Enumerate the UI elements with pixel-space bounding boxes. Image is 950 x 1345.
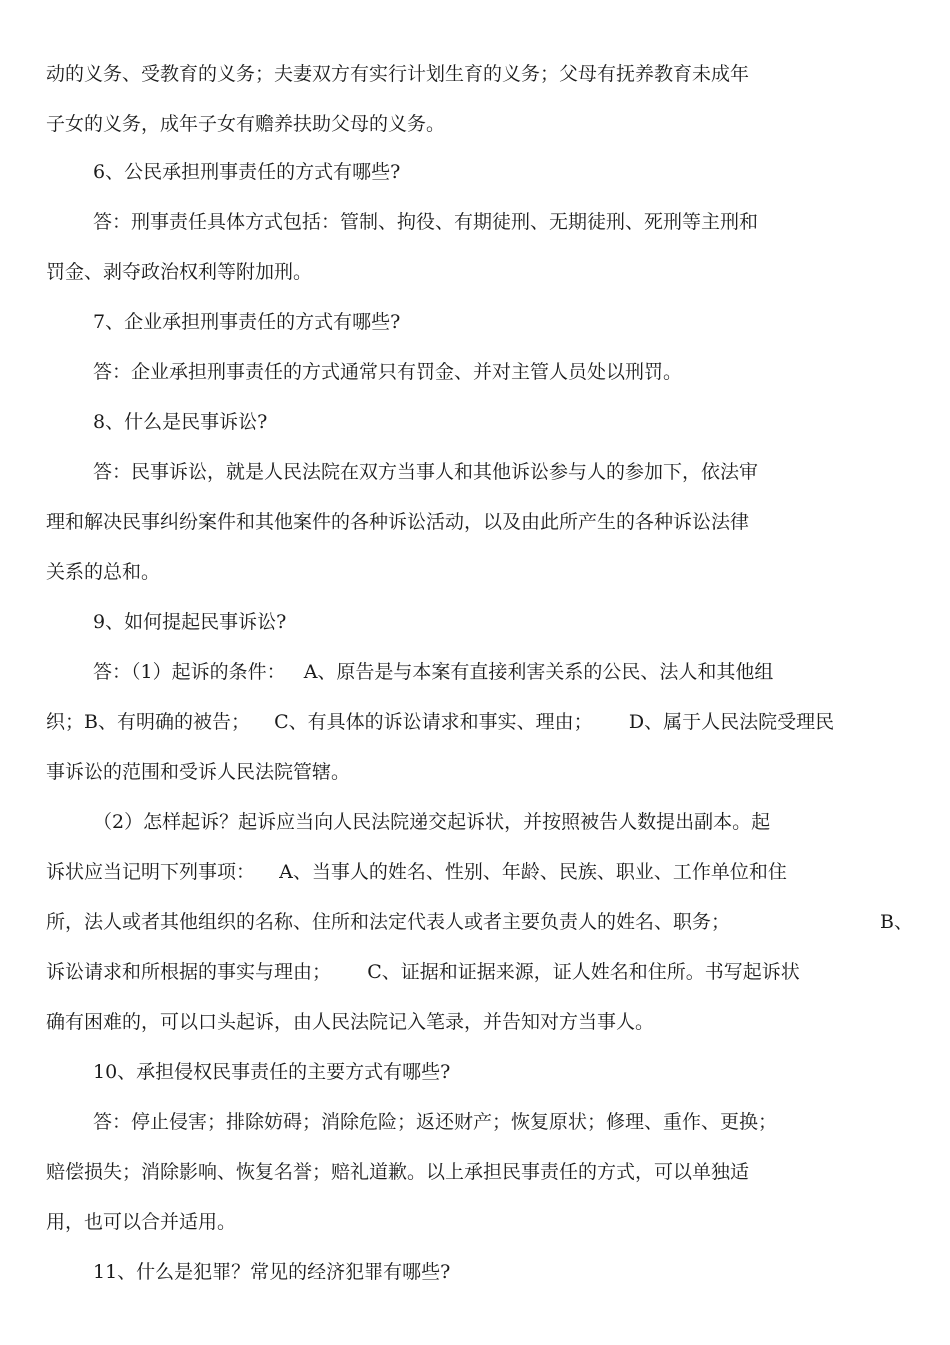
- paragraph-line: 动的义务、受教育的义务；夫妻双方有实行计划生育的义务；父母有抚养教育未成年: [46, 63, 750, 85]
- paragraph-line: 子女的义务，成年子女有赡养扶助父母的义务。: [46, 113, 446, 135]
- paragraph-line: 关系的总和。: [46, 561, 161, 583]
- answer-line: 答：停止侵害；排除妨碍；消除危险；返还财产；恢复原状；修理、重作、更换；: [93, 1111, 778, 1133]
- paragraph-line: 用，也可以合并适用。: [46, 1211, 237, 1233]
- paragraph-line: 织；B、有明确的被告； C、有具体的诉讼请求和事实、理由； D、属于人民法院受理民: [46, 711, 835, 733]
- paragraph-line: 诉讼请求和所根据的事实与理由； C、证据和证据来源，证人姓名和住所。书写起诉状: [46, 961, 800, 983]
- paragraph-line: 诉状应当记明下列事项： A、当事人的姓名、性别、年龄、民族、职业、工作单位和住: [46, 861, 787, 883]
- paragraph-line: 事诉讼的范围和受诉人民法院管辖。: [46, 761, 351, 783]
- paragraph-line: 所，法人或者其他组织的名称、住所和法定代表人或者主要负责人的姓名、职务；: [46, 911, 731, 933]
- paragraph-line: 罚金、剥夺政治权利等附加刑。: [46, 261, 313, 283]
- question-heading: 6、公民承担刑事责任的方式有哪些?: [93, 161, 401, 183]
- answer-line: 答：民事诉讼，就是人民法院在双方当事人和其他诉讼参与人的参加下，依法审: [93, 461, 759, 483]
- answer-line: 答：（1）起诉的条件： A、原告是与本案有直接利害关系的公民、法人和其他组: [93, 661, 774, 683]
- question-heading: 10、承担侵权民事责任的主要方式有哪些?: [93, 1061, 451, 1083]
- paragraph-line: 理和解决民事纠纷案件和其他案件的各种诉讼活动，以及由此所产生的各种诉讼法律: [46, 511, 750, 533]
- answer-line: 答：刑事责任具体方式包括：管制、拘役、有期徒刑、无期徒刑、死刑等主刑和: [93, 211, 759, 233]
- answer-line: 答：企业承担刑事责任的方式通常只有罚金、并对主管人员处以刑罚。: [93, 361, 683, 383]
- paragraph-line: 赔偿损失；消除影响、恢复名誉；赔礼道歉。以上承担民事责任的方式，可以单独适: [46, 1161, 750, 1183]
- question-heading: 7、企业承担刑事责任的方式有哪些?: [93, 311, 401, 333]
- paragraph-line: 确有困难的，可以口头起诉，由人民法院记入笔录，并告知对方当事人。: [46, 1011, 655, 1033]
- list-marker: B、: [880, 911, 913, 933]
- question-heading: 9、如何提起民事诉讼?: [93, 611, 287, 633]
- paragraph-line: （2）怎样起诉？起诉应当向人民法院递交起诉状，并按照被告人数提出副本。起: [93, 811, 771, 833]
- question-heading: 11、什么是犯罪？常见的经济犯罪有哪些?: [93, 1261, 451, 1283]
- question-heading: 8、什么是民事诉讼?: [93, 411, 268, 433]
